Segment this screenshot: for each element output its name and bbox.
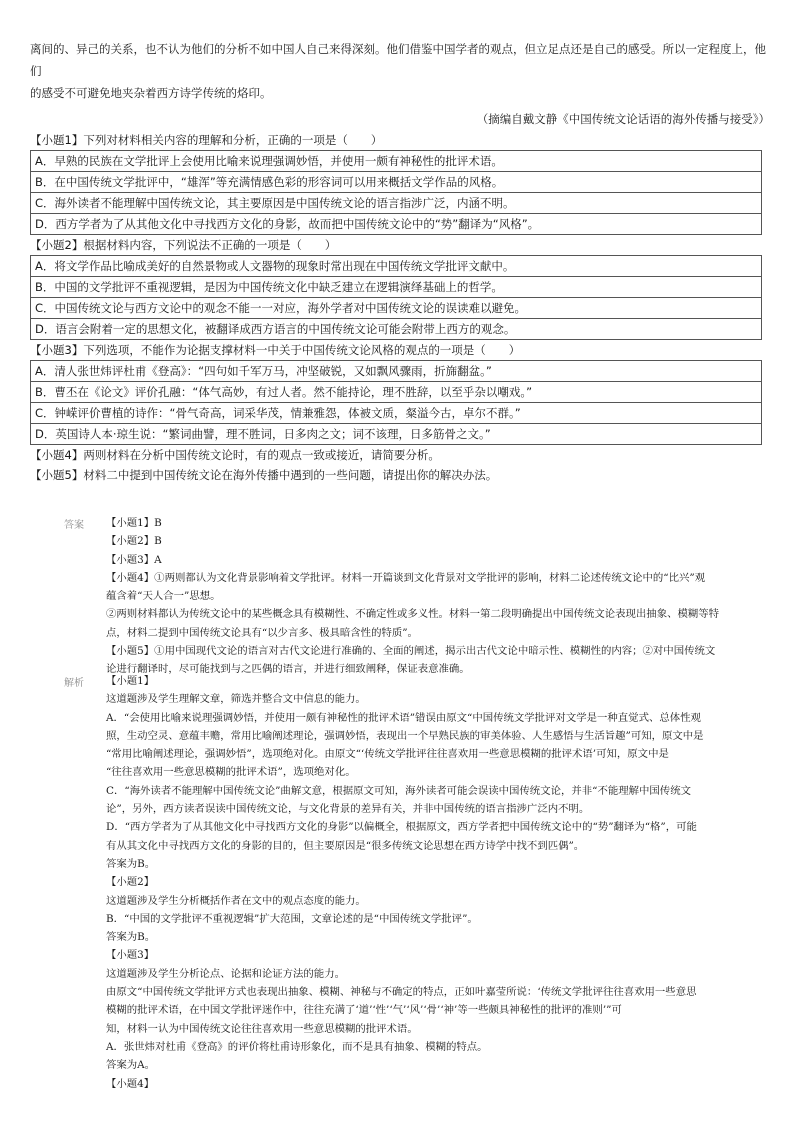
analysis-line: 【小题2】 — [106, 876, 155, 889]
answer-line: 【小题2】B — [106, 535, 162, 548]
analysis-line: 【小题1】 — [106, 675, 155, 687]
analysis-line: 【小题4】 — [106, 1077, 155, 1090]
analysis-line: D．“西方学者为了从其他文化中寻找西方文化的身影”以偏概全，根据原文，西方学者把中国传统文论中的“势”翻译为“格”，可能 — [106, 821, 697, 834]
analysis-line: 【小题3】 — [106, 949, 155, 962]
analysis-line: A．张世炜对杜甫《登高》的评价将杜甫诗形象化，而不是具有抽象、模糊的特点。 — [106, 1040, 488, 1053]
answer-line: 点，材料二提到中国传统文论具有“以少言多、极具暗含性的特质”。 — [106, 626, 418, 639]
analysis-line: “往往喜欢用一些意思模糊的批评术语”，选项绝对化。 — [106, 766, 356, 779]
answer-label: 答案 — [64, 520, 84, 531]
option-d: D．英国诗人本·琼生说：“繁词曲譬，理不胜词，日多肉之文；词不该理，日多筋骨之文。” — [31, 424, 762, 445]
question-1-stem: 【小题1】下列对材料相关内容的理解和分析，正确的一项是（ ） — [30, 133, 383, 147]
analysis-line: 模糊的批评术语，在中国文学批评迷作中，往往充满了‘道’‘性’‘气’‘风’‘骨’‘神’等一些颇具神秘性的批评的准则’”可 — [106, 1004, 622, 1017]
answer-line: 论进行翻译时，尽可能找到与之匹偶的语言，并进行细致阐释，保证表意准确。 — [106, 663, 470, 676]
question-2-options — [30, 255, 762, 340]
source-citation: （摘编自戴文静《中国传统文论话语的海外传播与接受》） — [476, 112, 770, 126]
question-2-stem: 【小题2】根据材料内容，下列说法不正确的一项是（ ） — [30, 238, 337, 252]
answer-line: ②两则材料都认为传统文论中的某些概念具有模糊性、不确定性或多义性。材料一第二段明确提出中国传统文论表现出抽象、模糊等特 — [106, 608, 720, 621]
option-c: C．海外读者不能理解中国传统文论，其主要原因是中国传统文论的语言指涉广泛，内涵不明。 — [31, 193, 762, 214]
option-c: C．钟嵘评价曹植的诗作：“骨气奇高，词采华茂，情兼雅怨，体被文质，粲溢今古，卓尔不群。” — [31, 403, 762, 424]
option-a: A．清人张世炜评杜甫《登高》：“四句如千军万马，冲坚破锐，又如飘风骤雨，折旆翻盆。” — [31, 361, 762, 382]
option-b: B．在中国传统文学批评中，“雄浑”等充满情感色彩的形容词可以用来概括文学作品的风格。 — [31, 172, 762, 193]
analysis-line: 答案为B。 — [106, 857, 156, 870]
intro-line: 离间的、异己的关系，也不认为他们的分析不如中国人自己来得深刻。他们借鉴中国学者的观点，但立足点还是自己的感受。所以一定程度上，他们 — [30, 42, 766, 78]
analysis-line: A．“会使用比喻来说理强调妙悟，并使用一颇有神秘性的批评术语”错误由原文“中国传统文学批评对文学是一种直觉式、总体性观 — [106, 711, 701, 724]
answer-section — [64, 514, 754, 679]
analysis-line: 论”，另外，西方读者误读中国传统文论，与文化背景的差异有关，并非中国传统的语言指涉广泛内不明。 — [106, 803, 590, 816]
analysis-line: B．“中国的文学批评不重视逻辑”扩大范围，文章论述的是“中国传统文学批评”。 — [106, 912, 478, 925]
option-a: A．早熟的民族在文学批评上会使用比喻来说理强调妙悟，并使用一颇有神秘性的批评术语。 — [31, 151, 762, 172]
answer-line: 蕴含着“天人合一”思想。 — [106, 590, 221, 603]
option-b: B．曹丕在《论文》评价孔融：“体气高妙，有过人者。然不能持论，理不胜辞，以至乎杂以嘲戏。” — [31, 382, 762, 403]
analysis-line: 知，材料一认为中国传统文论往往喜欢用一些意思模糊的批评术语。 — [106, 1022, 418, 1035]
answer-line: 【小题3】A — [106, 553, 162, 566]
intro-line: 的感受不可避免地夹杂着西方诗学传统的烙印。 — [30, 86, 272, 100]
question-1-options — [30, 150, 762, 235]
option-a: A．将文学作品比喻成美好的自然景物或人文器物的现象时常出现在中国传统文学批评文献中。 — [31, 256, 762, 277]
question-section — [30, 38, 770, 485]
analysis-line: 有从其文化中寻找西方文化的身影的目的，但主要原因是“很多传统文论思想在西方诗学中找不到匹偶”。 — [106, 839, 585, 852]
analysis-label: 解析 — [64, 678, 84, 689]
option-c: C．中国传统文论与西方文论中的观念不能一一对应，海外学者对中国传统文论的误读难以避免。 — [31, 298, 762, 319]
answer-line: 【小题5】①用中国现代文论的语言对古代文论进行准确的、全面的阐述，揭示出古代文论中暗示性、模糊性的内容；②对中国传统文 — [106, 645, 716, 658]
answer-line: 【小题4】①两则都认为文化背景影响着文学批评。材料一开篇谈到文化背景对文学批评的影响，材料二论述传统文论中的“比兴”观 — [106, 571, 706, 584]
analysis-line: 答案为B。 — [106, 931, 156, 944]
option-d: D．语言会附着一定的思想文化，被翻译成西方语言的中国传统文论可能会附带上西方的观念。 — [31, 319, 762, 340]
analysis-line: 答案为A。 — [106, 1059, 156, 1072]
analysis-line: 这道题涉及学生分析概括作者在文中的观点态度的能力。 — [106, 894, 366, 907]
analysis-line: 这道题涉及学生分析论点、论据和论证方法的能力。 — [106, 967, 345, 980]
analysis-line: “常用比喻阐述理论，强调妙悟”，选项绝对化。由原文“‘传统文学批评往往喜欢用一些意思模糊的批评术语’可知，原文中是 — [106, 748, 669, 761]
question-3-stem: 【小题3】下列选项，不能作为论据支撑材料一中关于中国传统文论风格的观点的一项是（ ） — [30, 343, 521, 357]
question-4-stem: 【小题4】两则材料在分析中国传统文论时，有的观点一致或接近，请简要分析。 — [30, 448, 440, 462]
option-d: D．西方学者为了从其他文化中寻找西方文化的身影，故而把中国传统文论中的“势”翻译为“风格”。 — [31, 214, 762, 235]
analysis-line: 由原文“中国传统文学批评方式也表现出抽象、模糊、神秘与不确定的特点，正如叶嘉莹所说：‘传统文学批评往往喜欢用一些意思 — [106, 986, 697, 999]
analysis-line: C．“海外读者不能理解中国传统文论”曲解文意，根据原文可知，海外读者可能会误读中国传统文论，并非“不能理解中国传统文 — [106, 784, 691, 797]
option-b: B．中国的文学批评不重视逻辑，是因为中国传统文化中缺乏建立在逻辑演绎基础上的哲学。 — [31, 277, 762, 298]
question-5-stem: 【小题5】材料二中提到中国传统文论在海外传播中遇到的一些问题，请提出你的解决办法。 — [30, 468, 498, 482]
analysis-line: 这道题涉及学生理解文章，筛选并整合文中信息的能力。 — [106, 693, 366, 706]
analysis-section — [64, 672, 754, 1093]
question-3-options — [30, 360, 762, 445]
answer-line: 【小题1】B — [106, 517, 162, 529]
analysis-line: 照，生动空灵、意蕴丰赡，常用比喻阐述理论，强调妙悟，表现出一个早熟民族的审美体验、人生感悟与生活旨趣”可知，原文中是 — [106, 729, 704, 742]
